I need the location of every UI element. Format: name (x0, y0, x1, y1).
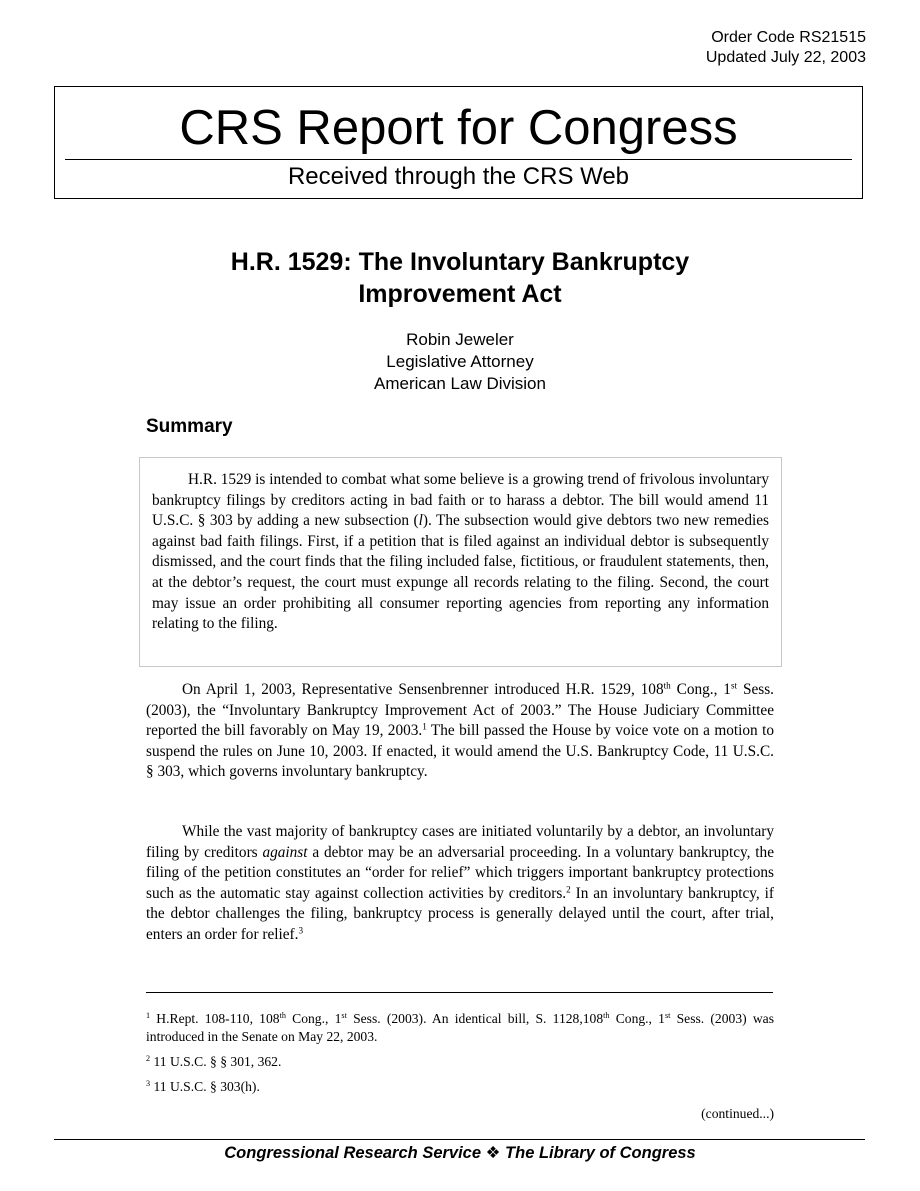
text-run: Cong., 1 (670, 681, 731, 698)
footer-library: The Library of Congress (505, 1144, 696, 1162)
order-info (706, 28, 866, 68)
footnote-2 (146, 1053, 774, 1071)
banner-subtitle: Received through the CRS Web (287, 163, 630, 190)
superscript: st (341, 1011, 347, 1021)
page-footer (0, 1143, 920, 1163)
text-run: Sess. (2003). An identical bill, S. 1128,108 (346, 1011, 604, 1026)
body-paragraph-1 (146, 680, 774, 783)
author-block (0, 329, 920, 395)
diamond-ornament-icon: ❖ (485, 1144, 501, 1162)
summary-box (139, 457, 782, 667)
banner-title: CRS Report for Congress (179, 101, 738, 155)
author-position: Legislative Attorney (386, 352, 534, 371)
footnote-ref-1[interactable]: 1 (422, 721, 427, 732)
report-title (0, 246, 920, 310)
summary-text-part: H.R. 1529 is intended to combat what some believe is a growing trend of frivolous involuntary bankruptcy filings by creditors acting in bad faith or to harass a debtor. The bill would amend 11 U.S.C. § 303 by adding a new subsection ( (152, 471, 769, 530)
footnote-number: 2 (146, 1054, 151, 1064)
text-run: Sess. (2003) was introduced in the Senate on May 22, 2003. (146, 1011, 774, 1044)
footer-divider (54, 1139, 865, 1140)
summary-text (152, 470, 769, 635)
footnote-3 (146, 1078, 774, 1096)
text-run: H.Rept. 108-110, 108 (150, 1011, 280, 1026)
text-run: While the vast majority of bankruptcy cases are initiated voluntarily by a debtor, an involuntary filing by creditors (146, 823, 774, 861)
author-division: American Law Division (374, 374, 546, 393)
footnotes (146, 1010, 774, 1103)
body-paragraph-2 (146, 822, 774, 946)
text-run: On April 1, 2003, Representative Sensenbrenner introduced H.R. 1529, 108 (182, 681, 664, 698)
text-run: Cong., 1 (609, 1011, 665, 1026)
text-run: 11 U.S.C. § 303(h). (150, 1079, 260, 1094)
author-name: Robin Jeweler (406, 330, 514, 349)
text-run: a debtor may be an adversarial proceeding. In a voluntary bankruptcy, the filing of the petition constitutes an “order for relief” which triggers important bankruptcy protections such as the automatic stay against collection activities by creditors. (146, 843, 774, 902)
emphasis: against (262, 843, 308, 861)
text-run: The bill passed the House by voice vote on a motion to suspend the rules on June 10, 2003. If enacted, it would amend the U.S. Bankruptcy Code, 11 U.S.C. § 303, which governs involuntary bankruptcy. (146, 722, 774, 781)
footnote-ref-2[interactable]: 2 (566, 884, 571, 895)
banner-divider (65, 159, 852, 160)
footnote-divider (146, 992, 773, 993)
text-run: 11 U.S.C. § § 301, 362. (150, 1054, 282, 1069)
superscript: th (279, 1011, 286, 1021)
updated-date: Updated July 22, 2003 (705, 49, 866, 66)
continued-note: (continued...) (701, 1106, 774, 1121)
summary-heading: Summary (146, 416, 233, 437)
report-title-line1: H.R. 1529: The Involuntary Bankruptcy (230, 248, 690, 276)
crs-banner (54, 86, 863, 199)
footnote-ref-3[interactable]: 3 (298, 925, 304, 936)
superscript: st (664, 1011, 671, 1021)
summary-text-part: ). The subsection would give debtors two new remedies against bad faith filings. First, if a petition that is filed against an individual debtor is subsequently dismissed, and the court finds that the filing included false, fictitious, or fraudulent statements, then, at the debtor’s request, the court must expunge all records relating to the filing. Second, the court may issue an order prohibiting all consumer reporting agencies from reporting any information relating to the filing. (152, 512, 769, 633)
text-run: Cong., 1 (285, 1011, 342, 1026)
text-run: Sess. (2003), the “Involuntary Bankruptcy Improvement Act of 2003.” The House Judiciary Committee reported the bill favorably on May 19, 2003. (146, 681, 775, 740)
report-title-line2: Improvement Act (358, 280, 562, 308)
footnote-number: 1 (146, 1011, 151, 1021)
order-code: Order Code RS21515 (711, 29, 866, 46)
superscript: th (663, 680, 671, 691)
subsection-letter: l (418, 512, 423, 530)
superscript: st (730, 680, 738, 691)
footnote-1 (146, 1010, 774, 1046)
footer-org: Congressional Research Service (224, 1144, 482, 1162)
superscript: th (603, 1011, 610, 1021)
footnote-number: 3 (146, 1079, 151, 1089)
text-run: In an involuntary bankruptcy, if the debtor challenges the filing, bankruptcy process is generally delayed until the court, after trial, enters an order for relief. (146, 884, 774, 943)
